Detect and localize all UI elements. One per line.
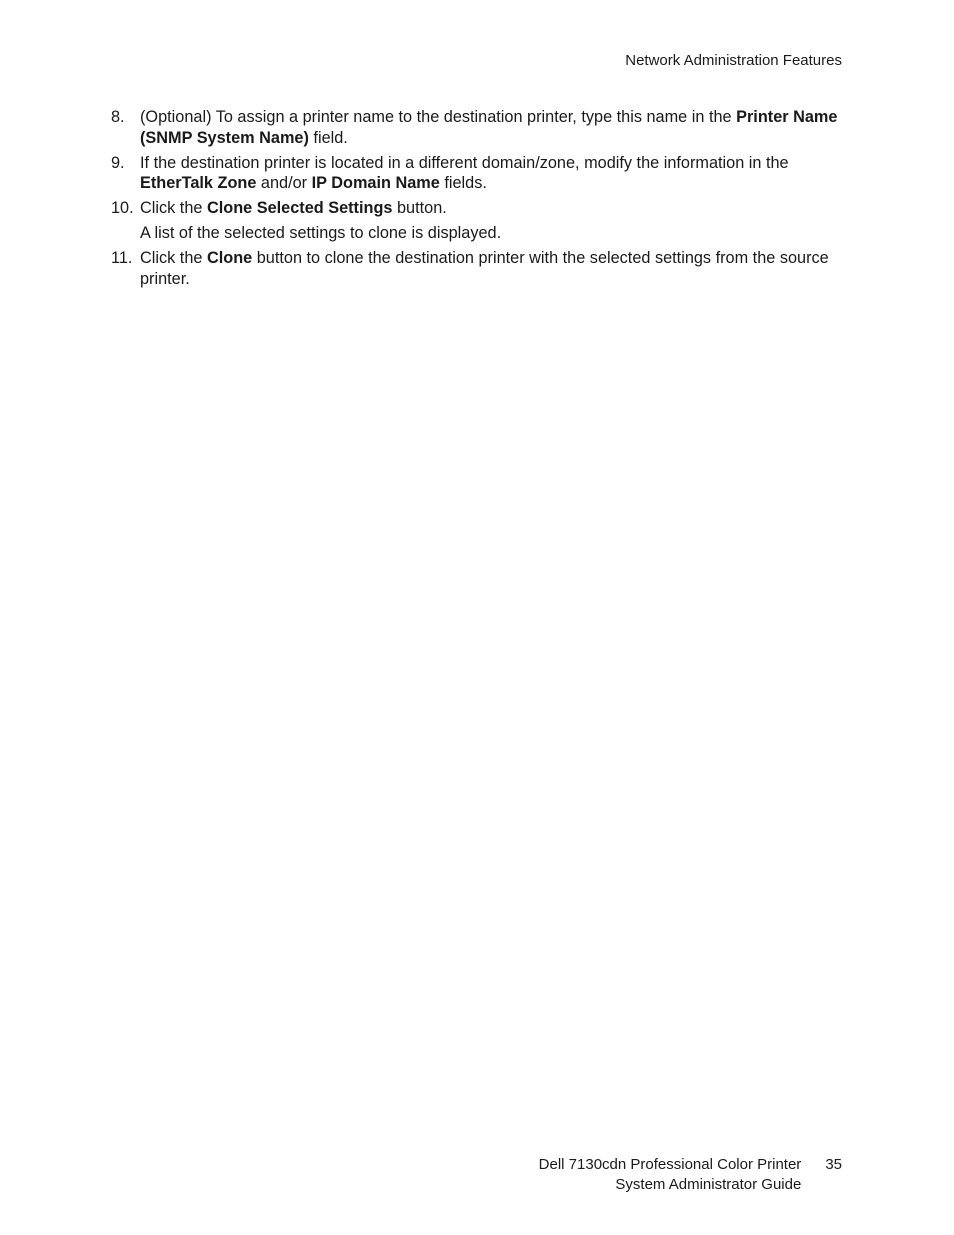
- button-name-clone-selected-settings: Clone Selected Settings: [206, 199, 393, 217]
- step-text: Click the Clone button to clone the destination printer with the selected settings from the source printer.: [140, 249, 829, 288]
- step-number: 10.: [111, 199, 134, 217]
- footer-document-title: [539, 1155, 802, 1194]
- step-8: [111, 107, 844, 148]
- footer-product-line: Dell 7130cdn Professional Color Printer: [538, 1156, 802, 1173]
- field-name-ethertalk-zone: EtherTalk Zone: [140, 174, 257, 192]
- running-header: Network Administration Features: [625, 52, 842, 69]
- step-10-result-note: A list of the selected settings to clone is displayed.: [140, 224, 502, 242]
- field-name-ip-domain-name: IP Domain Name: [311, 174, 440, 192]
- field-name-printer-name: Printer Name (SNMP System Name): [140, 108, 838, 147]
- footer-guide-line: System Administrator Guide: [615, 1175, 802, 1193]
- step-text: (Optional) To assign a printer name to the destination printer, type this name in the Printer Name (SNMP System Name) field.: [140, 108, 838, 147]
- page-footer: [539, 1155, 842, 1194]
- button-name-clone: Clone: [206, 249, 253, 267]
- step-10: [111, 198, 844, 219]
- procedure-steps: [111, 107, 844, 294]
- page-number: 35: [825, 1156, 842, 1173]
- step-number: 8.: [111, 108, 125, 126]
- step-number: 11.: [111, 249, 133, 267]
- step-9: [111, 153, 844, 194]
- step-text: Click the Clone Selected Settings button.: [140, 199, 447, 217]
- step-text: If the destination printer is located in a different domain/zone, modify the information in the EtherTalk Zone and/or IP Domain Name fields.: [140, 153, 789, 192]
- step-number: 9.: [111, 153, 125, 172]
- step-11: [111, 248, 844, 289]
